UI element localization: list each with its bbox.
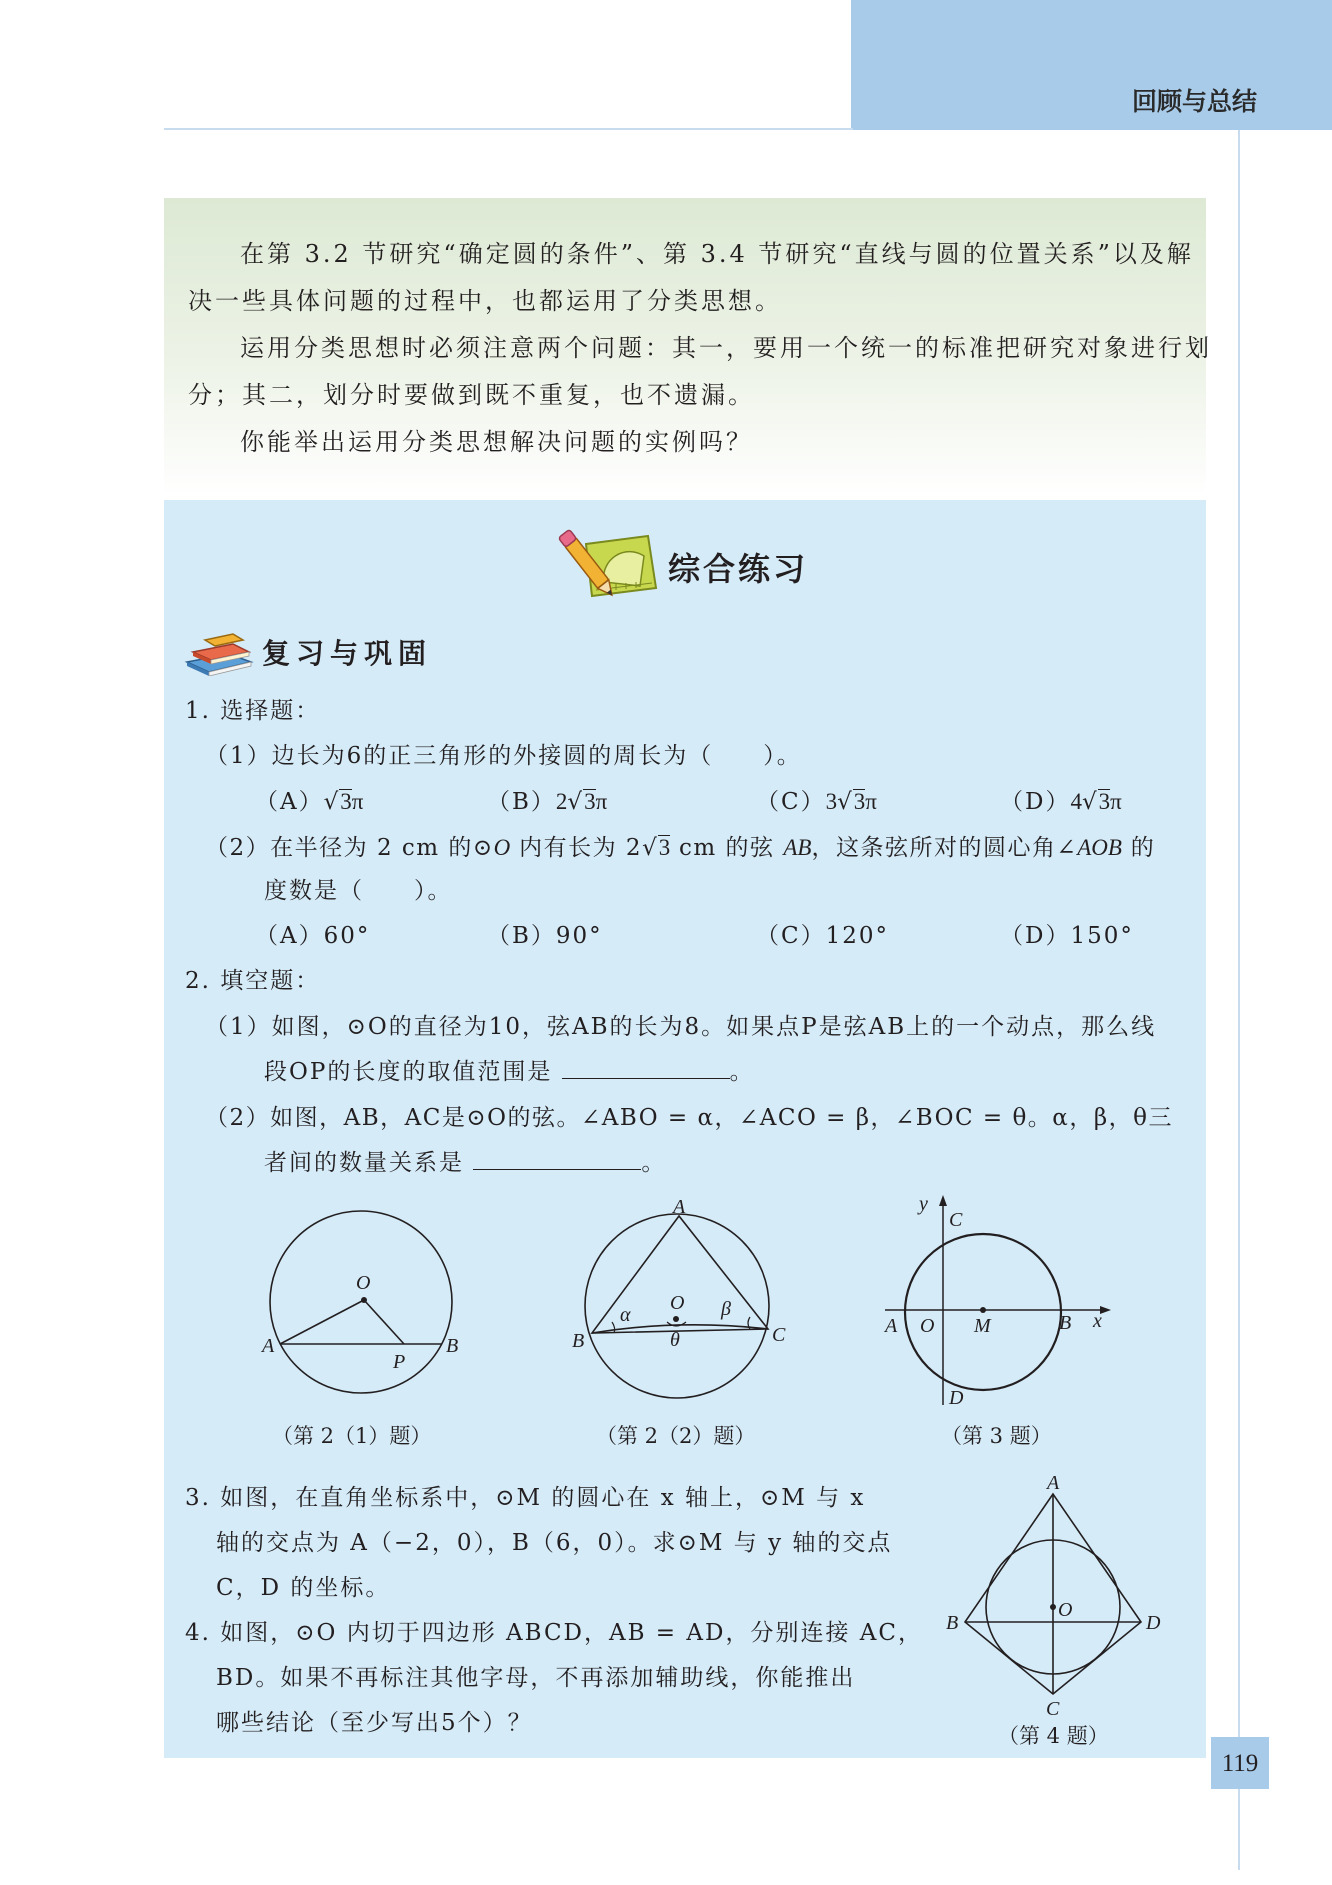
q2-part1-line1: （1）如图，⊙O的直径为10，弦AB的长为8。如果点P是弦AB上的一个动点，那么线: [205, 1014, 1157, 1040]
exercise-title: 综合练习: [668, 550, 809, 588]
page-number: 119: [1221, 1750, 1259, 1777]
header-band: [851, 0, 1332, 130]
figure-q4: [935, 1472, 1175, 1722]
q3-line3: C，D 的坐标。: [216, 1575, 391, 1601]
q1-p2-option-c: （C）120°: [756, 923, 889, 949]
summary-para2-line2: 分；其二，划分时要做到既不重复，也不遗漏。: [188, 381, 755, 409]
q1-p2-option-b: （B）90°: [487, 923, 603, 949]
section-header-title: 回顾与总结: [1132, 87, 1258, 116]
caption-q3: （第 3 题）: [941, 1424, 1052, 1448]
fig1-label-a: A: [262, 1335, 275, 1357]
fig1-label-b: B: [446, 1335, 459, 1357]
fig2-label-c: C: [772, 1324, 786, 1346]
q1-p1-option-c: （C）3√3π: [756, 789, 877, 815]
summary-box: [164, 198, 1212, 496]
summary-para1-line1: 在第 3.2 节研究“确定圆的条件”、第 3.4 节研究“直线与圆的位置关系”以及解: [240, 240, 1194, 268]
fig3-label-b: B: [1059, 1312, 1072, 1334]
q1-p1-option-d: （D）4√3π: [1000, 789, 1122, 815]
q1-p2-option-d: （D）150°: [1000, 923, 1134, 949]
q1-part2-line2: 度数是（ ）。: [264, 878, 453, 904]
books-icon: [183, 628, 255, 676]
figure-q2-2: [560, 1195, 810, 1415]
q2-part2-line1: （2）如图，AB，AC是⊙O的弦。∠ABO = α，∠ACO = β，∠BOC = θ。α，β，θ三: [205, 1105, 1173, 1131]
fig4-label-b: B: [946, 1612, 959, 1634]
summary-para3: 你能举出运用分类思想解决问题的实例吗？: [240, 428, 753, 456]
margin-rule: [1238, 130, 1240, 1870]
summary-para1-line2: 决一些具体问题的过程中，也都运用了分类思想。: [188, 287, 782, 315]
figure-q2-1: [250, 1195, 480, 1395]
fig4-label-c: C: [1046, 1698, 1060, 1720]
q1-part1: （1）边长为6的正三角形的外接圆的周长为（ ）。: [205, 743, 802, 769]
q4-line2: BD。如果不再标注其他字母，不再添加辅助线，你能推出: [216, 1665, 856, 1691]
q3-line1: 3. 如图，在直角坐标系中，⊙M 的圆心在 x 轴上，⊙M 与 x: [185, 1485, 866, 1511]
summary-para2-line1: 运用分类思想时必须注意两个问题：其一，要用一个统一的标准把研究对象进行划: [240, 334, 1212, 362]
q2-part1-line2: 段OP的长度的取值范围是 。: [264, 1059, 755, 1085]
fig4-label-a: A: [1047, 1472, 1060, 1494]
fig3-label-a: A: [885, 1315, 898, 1337]
fig3-label-y: y: [919, 1193, 928, 1215]
fig2-label-beta: β: [721, 1298, 731, 1320]
q1-title: 1. 选择题：: [185, 698, 321, 724]
review-subtitle: 复习与巩固: [262, 637, 433, 670]
q1-part2: （2）在半径为 2 cm 的⊙O 内有长为 2√3 cm 的弦 AB，这条弦所对的圆心角∠AOB 的: [205, 835, 1156, 861]
figure-q3: [875, 1190, 1115, 1415]
fig3-label-o: O: [920, 1315, 935, 1337]
caption-q4: （第 4 题）: [998, 1724, 1109, 1748]
q4-line1: 4. 如图，⊙O 内切于四边形 ABCD，AB = AD，分别连接 AC，: [185, 1620, 923, 1646]
caption-q2-2: （第 2（2）题）: [596, 1424, 756, 1448]
q3-line2: 轴的交点为 A（−2，0），B（6，0）。求⊙M 与 y 轴的交点: [216, 1530, 893, 1556]
q1-p1-option-b: （B）2√3π: [487, 789, 608, 815]
caption-q2-1: （第 2（1）题）: [272, 1424, 432, 1448]
fig4-label-d: D: [1146, 1612, 1161, 1634]
q2-title: 2. 填空题：: [185, 968, 321, 994]
q2-part2-line2: 者间的数量关系是 。: [264, 1150, 667, 1176]
q1-p2-option-a: （A）60°: [255, 923, 371, 949]
fig2-label-theta: θ: [670, 1329, 680, 1351]
fig2-label-a: A: [673, 1196, 686, 1218]
fig2-label-o: O: [670, 1292, 685, 1314]
fig3-label-x: x: [1093, 1310, 1102, 1332]
q1-p1-option-a: （A）√3π: [255, 789, 364, 815]
fig3-label-m: M: [974, 1315, 991, 1337]
fig2-label-alpha: α: [620, 1304, 631, 1326]
fig4-label-o: O: [1058, 1599, 1073, 1621]
fig2-label-b: B: [572, 1330, 585, 1352]
q4-line3: 哪些结论（至少写出5个）？: [216, 1710, 533, 1736]
fig1-label-p: P: [393, 1351, 406, 1373]
fig3-label-c: C: [949, 1209, 963, 1231]
pencil-ruler-icon: [556, 522, 660, 604]
fig3-label-d: D: [949, 1387, 964, 1409]
header-rule: [164, 128, 853, 130]
fig1-label-o: O: [356, 1272, 371, 1294]
